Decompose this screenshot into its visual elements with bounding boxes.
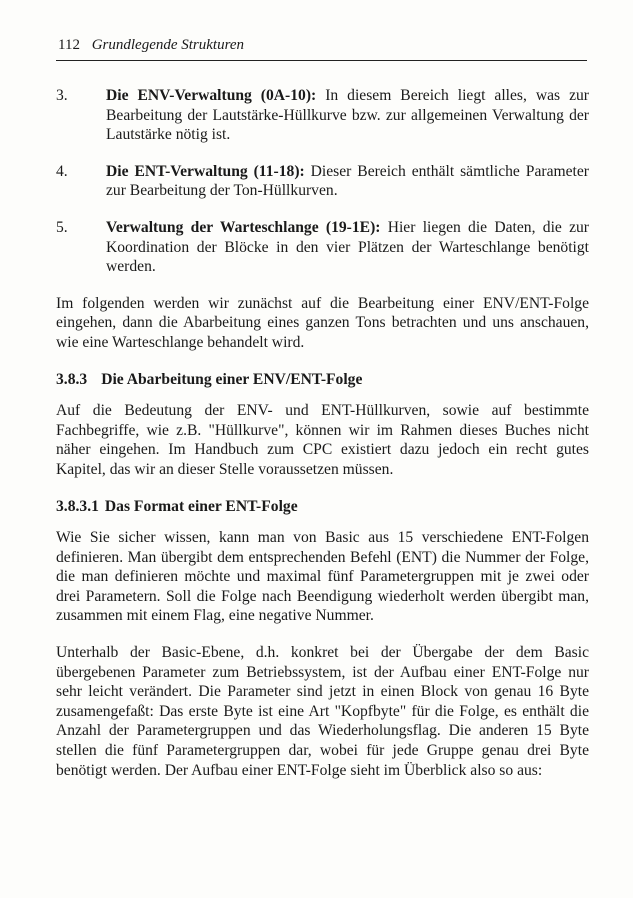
list-item-number: 3. bbox=[56, 87, 68, 104]
page-body bbox=[56, 86, 589, 797]
section-3-8-3-paragraph: Auf die Bedeutung der ENV- und ENT-Hüllkurven, sowie auf bestimmte Fachbegriffe, wie z.B. "Hüllkurve", können wir im Rahmen dieses Buches nicht näher eingehen. Im Handbuch zum CPC existiert dazu jedoch ein recht gutes Kapitel, das wir an dieser Stelle voraussetzen müssen. bbox=[56, 402, 589, 478]
page-number: 112 bbox=[58, 37, 80, 53]
section-number: 3.8.3 bbox=[56, 370, 88, 388]
section-3-8-3-1-paragraph-1: Wie Sie sicher wissen, kann man von Basic aus 15 verschiedene ENT-Folgen definieren. Man übergibt dem entsprechenden Befehl (ENT) die Nummer der Folge, die man definieren möchte und maximal fünf Parametergruppen mit je zwei oder drei Parametern. Soll die Folge nach Beendigung wiederholt werden übergibt man, zusammen mit einem Flag, eine negative Nummer. bbox=[56, 529, 589, 625]
list-item-text: Dieser Bereich enthält sämtliche Parameter zur Bearbeitung der Ton-Hüllkurven. bbox=[106, 162, 589, 200]
list-item-text: In diesem Bereich liegt alles, was zur Bearbeitung der Lautstärke-Hüllkurve bzw. zur allgemeinen Verwaltung der Lautstärke nötig ist. bbox=[106, 87, 589, 144]
list-item-body bbox=[106, 162, 589, 201]
list-item-body bbox=[106, 218, 589, 277]
list-item-text: Hier liegen die Daten, die zur Koordination der Blöcke in den vier Plätzen der Warteschlange benötigt werden. bbox=[106, 218, 589, 276]
section-heading-3-8-3 bbox=[56, 370, 589, 390]
list-item bbox=[56, 86, 589, 145]
page-header bbox=[58, 36, 588, 54]
list-item-number: 4. bbox=[56, 162, 68, 180]
section-title: Die Abarbeitung einer ENV/ENT-Folge bbox=[101, 370, 363, 388]
intro-paragraph: Im folgenden werden wir zunächst auf die Bearbeitung einer ENV/ENT-Folge eingehen, dann die Abarbeitung eines ganzen Tons betrachten und uns anschauen, wie eine Warteschlange behandelt wird. bbox=[56, 294, 589, 351]
list-item-number: 5. bbox=[56, 218, 68, 236]
list-item-body bbox=[106, 86, 589, 145]
header-rule bbox=[56, 60, 587, 61]
running-title: Grundlegende Strukturen bbox=[91, 37, 245, 53]
list-item bbox=[56, 218, 589, 277]
section-3-8-3-1-paragraph-2: Unterhalb der Basic-Ebene, d.h. konkret bei der Übergabe der dem Basic übergebenen Parameter zum Betriebssystem, ist der Aufbau einer ENT-Folge nur sehr leicht verändert. Die Parameter sind jetzt in einen Block von genau 16 Byte zusamengefaßt: Das erste Byte ist eine Art "Kopfbyte" für die Folge, es enthält die Anzahl der Parametergruppen und das Wiederholungsflag. Die anderen 15 Byte stellen die fünf Parametergruppen dar, wobei für jede Gruppe genau drei Byte benötigt werden. Der Aufbau einer ENT-Folge sieht im Überblick also so aus: bbox=[56, 644, 589, 779]
list-item-lead: Die ENV-Verwaltung (0A-10): bbox=[106, 87, 317, 104]
list-item-lead: Verwaltung der Warteschlange (19-1E): bbox=[106, 218, 381, 236]
list-item-lead: Die ENT-Verwaltung (11-18): bbox=[106, 162, 305, 180]
section-number: 3.8.3.1 bbox=[56, 497, 99, 515]
list-item bbox=[56, 162, 589, 201]
section-title: Das Format einer ENT-Folge bbox=[104, 497, 298, 515]
section-heading-3-8-3-1 bbox=[56, 497, 589, 517]
